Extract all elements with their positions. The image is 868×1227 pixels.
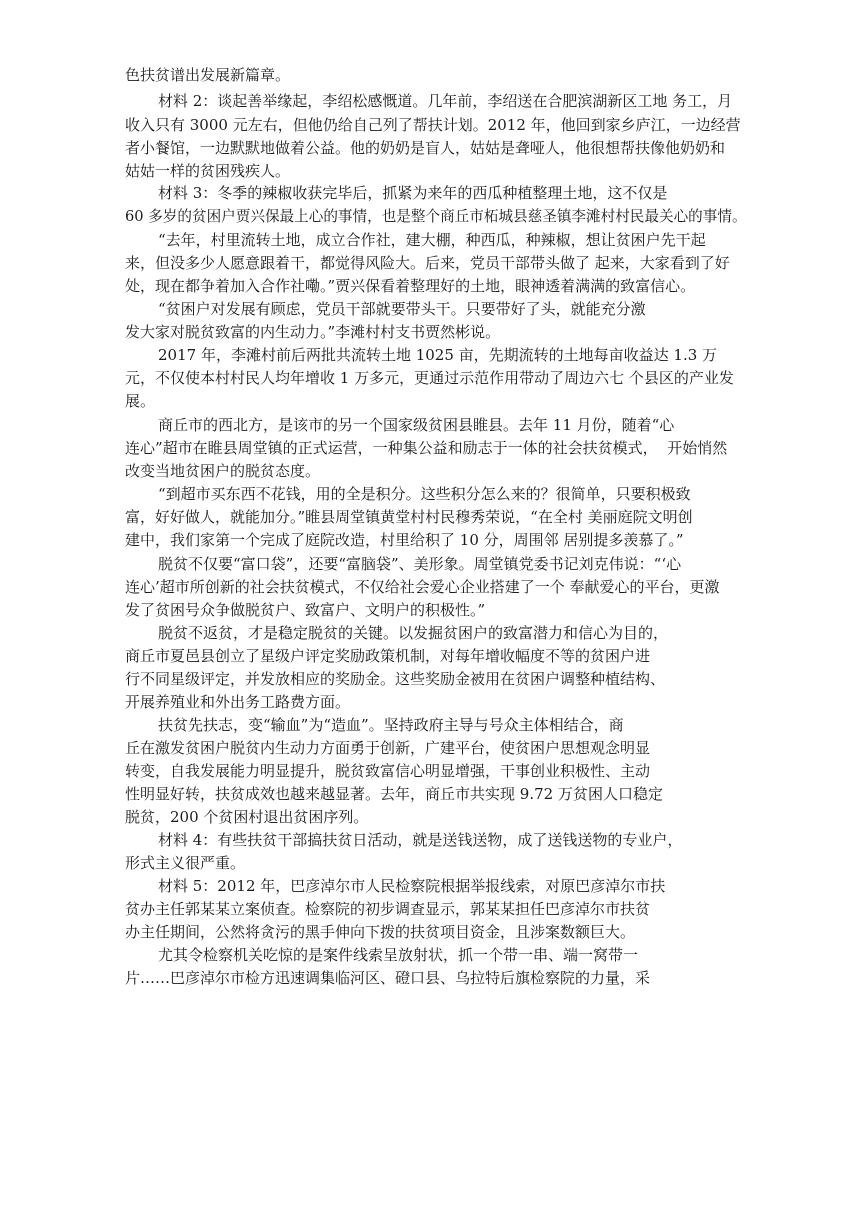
text-line: 者小餐馆，一边默默地做着公益。他的奶奶是盲人，姑姑是聋哑人，他很想帮扶像他奶奶和 <box>125 139 726 157</box>
text-line: 来，但没多少人愿意跟着干，都觉得风险大。后来，党员干部带头做了 起来，大家看到了好 <box>125 254 730 272</box>
text-line: 材料 2：谈起善举缘起，李绍松感慨道。几年前，李绍送在合肥滨湖新区工地 务工，月 <box>158 92 733 110</box>
text-line: 片……巴彦淖尔市检方迅速调集临河区、磴口县、乌拉特后旗检察院的力量，采 <box>125 969 651 987</box>
text-line: 展。 <box>125 392 156 410</box>
text-line: 材料 5：2012 年，巴彦淖尔市人民检察院根据举报线索，对原巴彦淖尔市扶 <box>158 877 666 895</box>
text-line: 脱贫不仅要“富口袋”，还要“富脑袋”、美形象。周堂镇党委书记刘克伟说：“‘心 <box>158 555 682 573</box>
text-line: 开展养殖业和外出务工路费方面。 <box>125 693 351 711</box>
text-line: 丘在激发贫困户脱贫内生动力方面勇于创新，广建平台，使贫困户思想观念明显 <box>125 739 651 757</box>
text-line: 改变当地贫困户的脱贫态度。 <box>125 462 321 480</box>
text-line: 脱贫不返贫，才是稳定脱贫的关键。以发掘贫困户的致富潜力和信心为目的， <box>158 624 669 642</box>
text-line: 办主任期间，公然将贪污的黑手伸向下拨的扶贫项目资金，且涉案数额巨大。 <box>125 923 636 941</box>
text-line: 连心”超市在睢县周堂镇的正式运营，一种集公益和励志于一体的社会扶贫模式， 开始悄然 <box>125 439 728 457</box>
text-line: 姑姑一样的贫困残疾人。 <box>125 162 291 180</box>
text-line: 发了贫困号众争做脱贫户、致富户、文明户的积极性。” <box>125 601 486 619</box>
text-line: 富，好好做人，就能加分。”睢县周堂镇黄堂村村民穆秀荣说，“在全村 美丽庭院文明创 <box>125 508 693 526</box>
text-line: 元，不仅使本村村民人均年增收 1 万多元，更通过示范作用带动了周边六七 个县区的产业发 <box>125 369 734 387</box>
text-line: “贫困户对发展有顾虑，党员干部就要带头干。只要带好了头，就能充分激 <box>158 300 646 318</box>
text-line: 脱贫，200 个贫困村退出贫困序列。 <box>125 808 369 826</box>
text-line: 转变，自我发展能力明显提升，脱贫致富信心明显增强，干事创业积极性、主动 <box>125 762 651 780</box>
text-line: “去年，村里流转土地，成立合作社，建大棚，种西瓜，种辣椒，想让贫困户先干起 <box>158 231 706 249</box>
text-line: 材料 3：冬季的辣椒收获完毕后，抓紧为来年的西瓜种植整理土地，这不仅是 <box>158 184 668 202</box>
text-line: 商丘市的西北方，是该市的另一个国家级贫困县睢县。去年 11 月份，随着“心 <box>158 416 675 434</box>
text-line: 尤其令检察机关吃惊的是案件线索呈放射状，抓一个带一串、端一窝带一 <box>158 946 639 964</box>
text-line: 性明显好转，扶贫成效也越来越显著。去年，商丘市共实现 9.72 万贫困人口稳定 <box>125 785 663 803</box>
text-line: 60 多岁的贫困户贾兴保最上心的事情，也是整个商丘市柘城县慈圣镇李滩村村民最关心的事情。 <box>125 208 747 225</box>
text-line: 贫办主任郭某某立案侦查。检察院的初步调查显示，郭某某担任巴彦淖尔市扶贫 <box>125 900 651 918</box>
text-line: 行不同星级评定，并发放相应的奖励金。这些奖励金被用在贫困户调整种植结构、 <box>125 670 666 688</box>
text-line: 2017 年，李滩村前后两批共流转土地 1025 亩，先期流转的土地每亩收益达 1.3 万 <box>158 346 718 364</box>
text-line: 形式主义很严重。 <box>125 854 246 872</box>
text-line: “到超市买东西不花钱，用的全是积分。这些积分怎么来的？很简单，只要积极致 <box>158 485 691 503</box>
text-line: 色扶贫谱出发展新篇章。 <box>125 66 291 84</box>
text-line: 处，现在都争着加入合作社嘞。”贾兴保看着整理好的土地，眼神透着满满的致富信心。 <box>125 277 696 295</box>
text-line: 商丘市夏邑县创立了星级户评定奖励政策机制，对每年增收幅度不等的贫困户进 <box>125 647 651 665</box>
text-line: 建中，我们家第一个完成了庭院改造，村里给积了 10 分，周围邻 居别提多羡慕了。” <box>125 531 684 549</box>
text-line: 扶贫先扶志，变“输血”为“造血”。坚持政府主导与号众主体相结合，商 <box>158 716 624 734</box>
text-line: 连心’超市所创新的社会扶贫模式，不仅给社会爱心企业搭建了一个 奉献爱心的平台，更激 <box>125 578 720 596</box>
text-line: 材料 4：有些扶贫干部搞扶贫日活动，就是送钱送物，成了送钱送物的专业户， <box>158 831 683 849</box>
text-line: 发大家对脱贫致富的内生动力。”李滩村村支书贾然彬说。 <box>125 323 501 341</box>
text-line: 收入只有 3000 元左右，但他仍给自己列了帮扶计划。2012 年，他回到家乡庐江，一边经营 <box>125 116 741 134</box>
